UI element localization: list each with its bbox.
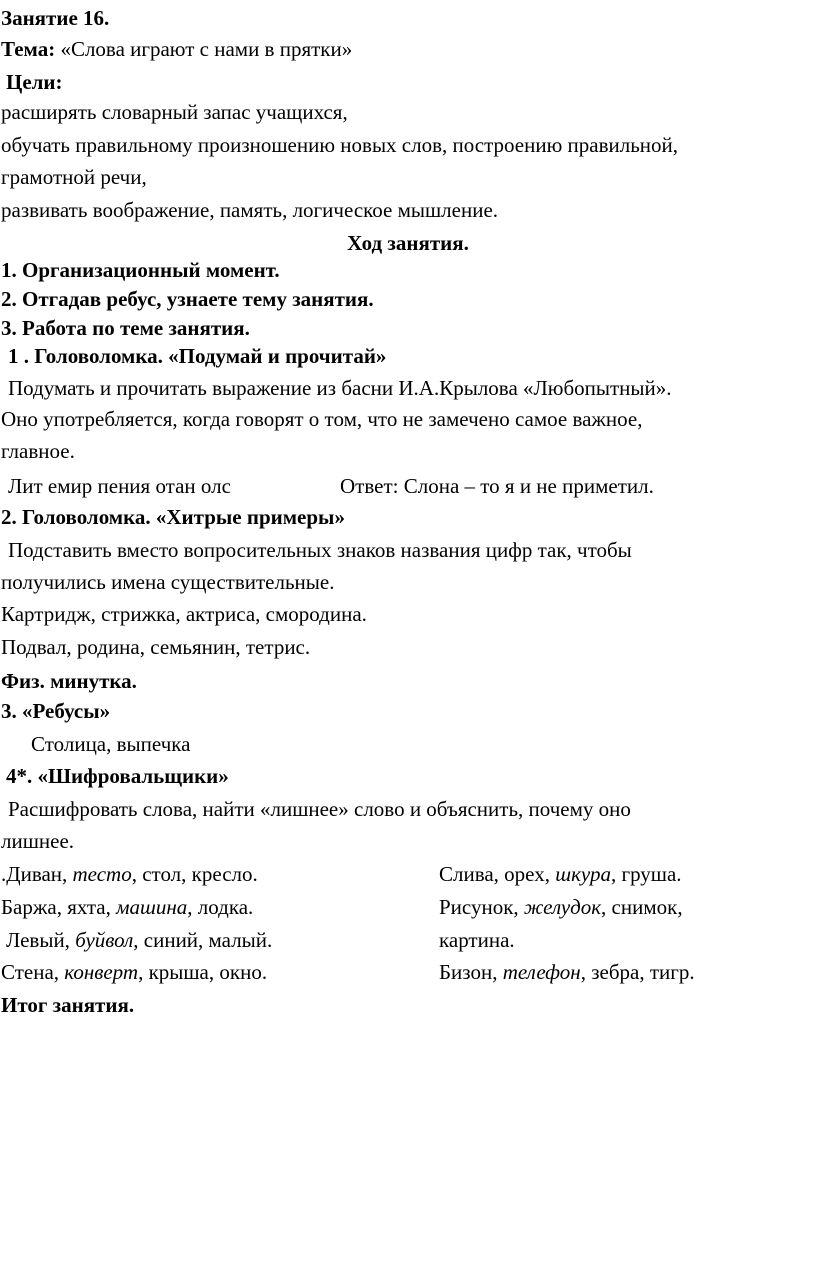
cipher-right-row: Рисунок, желудок, снимок, (439, 895, 683, 919)
topic-value: «Слова играют с нами в прятки» (55, 37, 353, 61)
step-line: 1. Организационный момент. (1, 258, 280, 282)
puzzle2-line: Подвал, родина, семьянин, тетрис. (1, 635, 311, 659)
puzzle1-heading (8, 342, 386, 370)
puzzle2-text: Подставить вместо вопросительных знаков названия цифр так, чтобы (8, 538, 632, 562)
rebus-heading: 3. «Ребусы» (1, 699, 111, 723)
puzzle1-num: 1 . Головоломка (8, 344, 158, 368)
cipher-text: лишнее. (1, 829, 75, 853)
puzzle2-text: получились имена существительные. (1, 570, 335, 594)
course-title: Ход занятия. (347, 231, 469, 255)
cipher-right-row: Слива, орех, шкура, груша. (439, 862, 682, 886)
cipher-right-row: Бизон, телефон, зебра, тигр. (439, 960, 695, 984)
cipher-left-row: Стена, конверт, крыша, окно. (1, 960, 268, 984)
cipher-left-row: .Диван, тесто, стол, кресло. (1, 862, 258, 886)
puzzle2-heading: 2. Головоломка. «Хитрые примеры» (1, 505, 345, 529)
cipher-odd-word: машина (116, 895, 188, 919)
goal-line: расширять словарный запас учащихся, (1, 100, 348, 124)
cipher-odd-word: телефон (502, 960, 581, 984)
topic-label: Тема: (1, 37, 56, 61)
puzzle1-title: . «Подумай и прочитай» (157, 344, 387, 368)
puzzle1-text: Подумать и прочитать выражение из басни И.А.Крылова «Любопытный». (8, 376, 672, 400)
goals-label: Цели: (6, 70, 63, 94)
cipher-odd-word: буйвол (75, 928, 134, 952)
goal-line: грамотной речи, (1, 165, 147, 189)
cipher-right-row: картина. (439, 928, 515, 952)
goal-line: обучать правильному произношению новых слов, построению правильной, (1, 133, 679, 157)
puzzle1-text: Оно употребляется, когда говорят о том, что не замечено самое важное, (1, 407, 643, 431)
puzzle2-line: Картридж, стрижка, актриса, смородина. (1, 602, 367, 626)
step-line: 3. Работа по теме занятия. (1, 316, 250, 340)
cipher-odd-word: конверт (64, 960, 139, 984)
lesson-number: Занятие 16. (1, 6, 110, 30)
puzzle1-scrambled: Лит емир пения отан олс (8, 474, 231, 498)
lesson-summary: Итог занятия. (1, 993, 135, 1017)
cipher-left-row: Левый, буйвол, синий, малый. (6, 928, 273, 952)
cipher-odd-word: тесто (72, 862, 132, 886)
goal-line: развивать воображение, память, логическое мышление. (1, 198, 499, 222)
cipher-heading: 4*. «Шифровальщики» (6, 764, 229, 788)
fiz-minute: Физ. минутка. (1, 669, 137, 693)
topic-line (1, 35, 352, 63)
cipher-odd-word: шкура (555, 862, 611, 886)
puzzle1-text: главное. (1, 439, 75, 463)
cipher-odd-word: желудок (523, 895, 602, 919)
cipher-text: Расшифровать слова, найти «лишнее» слово и объяснить, почему оно (8, 797, 631, 821)
step-line: 2. Отгадав ребус, узнаете тему занятия. (1, 287, 374, 311)
rebus-answer: Столица, выпечка (31, 732, 191, 756)
cipher-left-row: Баржа, яхта, машина, лодка. (1, 895, 254, 919)
puzzle1-answer: Ответ: Слона – то я и не приметил. (340, 474, 654, 498)
